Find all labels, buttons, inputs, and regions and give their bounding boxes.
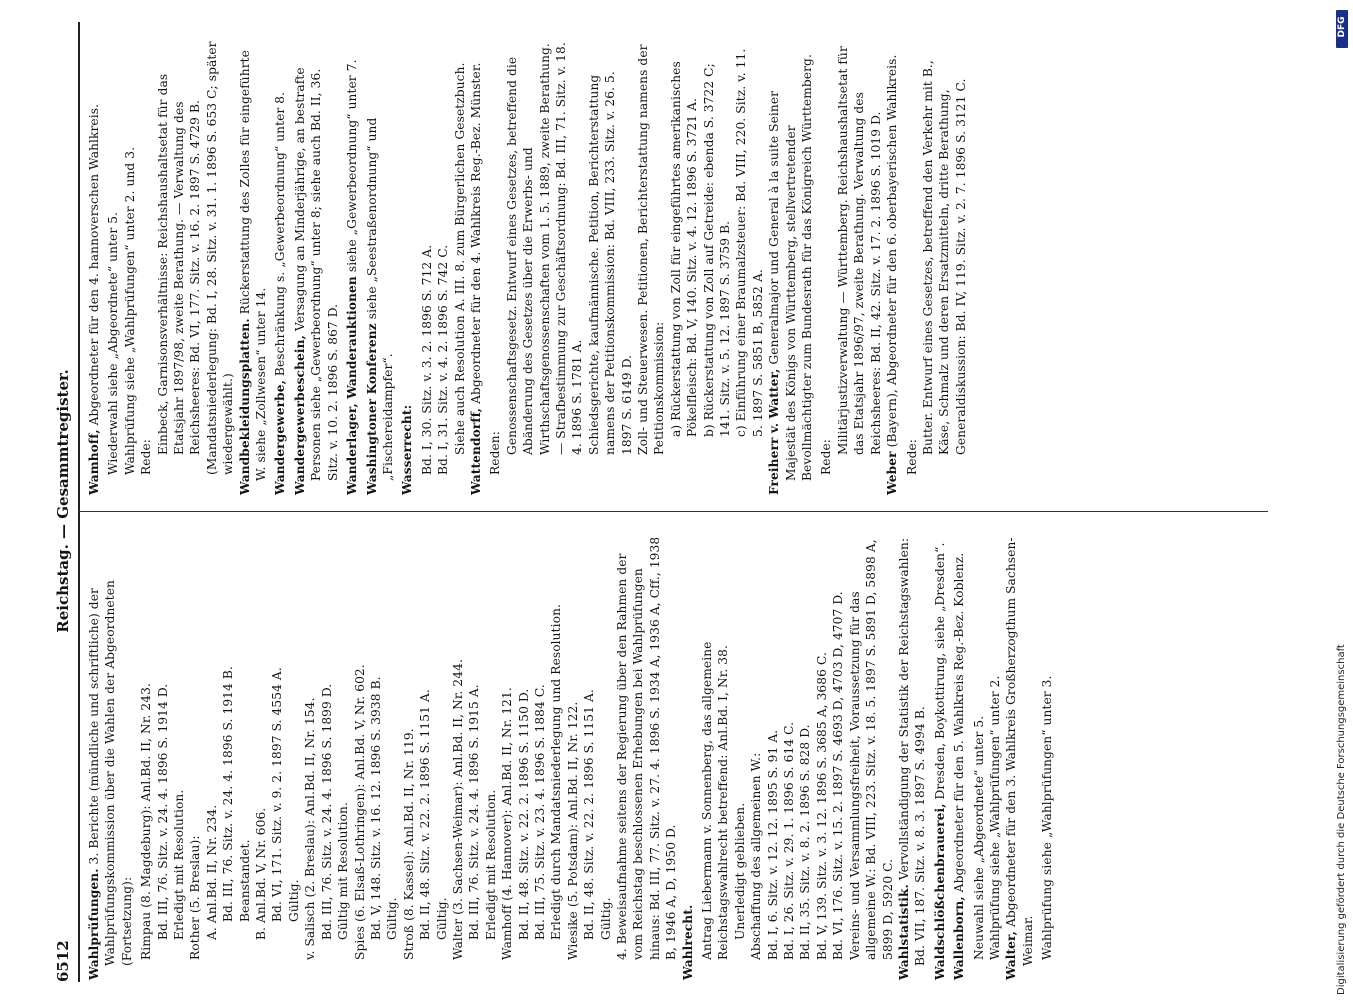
index-subentry: Genossenschaftsgesetz. Entwurf eines Gesetzes, betreffend die Abänderung des Gesetzes über die Erwerbs- und Wirthschaftsgenossenschaften vom 1. 5. 1889, zweite Berathung. — Strafbestimmung zur Geschäftsordnung: Bd. III, 71. Sitz. v. 18. 4. 1896 S. 1781 A. [504, 42, 585, 455]
entry-text: siehe „Seestraßenordnung“ und „Fischereidampfer“. [364, 117, 395, 481]
entry-headword: Wanderlager, Wanderauktionen [345, 276, 360, 495]
index-subentry: v. Salisch (2. Breslau): Anl.Bd. II, Nr. 154. [303, 697, 318, 960]
index-subentry: Abschaffung des allgemeinen W.: [749, 752, 764, 960]
entry-headword: Wamhoff, [87, 429, 101, 495]
index-subentry: Antrag Liebermann v. Sonnenberg, das allgemeine Reichstagswahlrecht betreffend: Anl.Bd. I, Nr. 38. [700, 641, 731, 960]
index-entry [932, 525, 948, 980]
entry-text: Abgeordneter für den 3. Wahlkreis Großherzogthum Sachsen-Weimar. [1004, 537, 1035, 966]
index-subentry: Gültig. [286, 879, 301, 922]
entry-text: (Bayern), Abgeordneter für den 6. oberbayerischen Wahlkreis. [885, 54, 900, 452]
index-subentry: Gültig. [434, 897, 449, 940]
index-entry [680, 525, 696, 980]
entry-text: Abgeordneter für den 4. Wahlkreis Reg.-Bez. Münster. [468, 62, 483, 408]
index-subentry: Bd. III, 76. Sitz. v. 24. 4. 1896 S. 1914 B. [221, 666, 236, 922]
entry-headword: Washingtoner Konferenz [364, 323, 379, 495]
index-subentry: Bd. II, 48. Sitz. v. 22. 2. 1896 S. 1150 D. [516, 688, 531, 940]
index-entry [896, 525, 929, 980]
index-subentry: Spies (6. Elsaß-Lothringen): Anl.Bd. V, Nr. 602. [352, 664, 367, 960]
entry-headword: Weber [885, 451, 900, 495]
index-subentry: Bd. II, 48. Sitz. v. 22. 2. 1896 S. 1151 A. [418, 689, 433, 940]
index-entry [884, 40, 900, 495]
index-subentry: Erledigt mit Resolution. [483, 789, 498, 940]
entry-headword: Walter, [1004, 930, 1019, 980]
index-subentry: Beanstandet. [237, 839, 252, 922]
index-entry [399, 40, 415, 495]
index-subentry: Bd. III, 76. Sitz. v. 24. 4. 1896 S. 1914 D. [155, 683, 170, 940]
index-subentry: Gültig. [385, 897, 400, 940]
header-rule [78, 22, 80, 982]
index-subentry: Bd. VI, 171. Sitz. v. 9. 2. 1897 S. 4554 A. [270, 667, 285, 922]
index-subentry: Rother (5. Breslau): [188, 835, 203, 960]
index-subentry: Rede: [139, 438, 154, 475]
index-subentry: Wamhoff (4. Hannover): Anl.Bd. II, Nr. 121. [500, 687, 515, 960]
index-entry [766, 40, 815, 495]
index-subentry: Bd. III, 76. Sitz. v. 24. 4. 1896 S. 1899 D. [319, 683, 334, 940]
dfg-logo [1336, 10, 1348, 48]
index-subentry: Bd. I, 6. Sitz. v. 12. 12. 1895 S. 91 A. [765, 729, 780, 960]
entry-text: Dresden, Boykottirung, siehe „Dresden“. [932, 542, 947, 804]
index-entry [292, 40, 341, 495]
index-entry [86, 40, 102, 495]
index-subentry: Gültig mit Resolution. [336, 802, 351, 940]
index-entry [1003, 525, 1036, 980]
index-subentry: Zoll- und Steuerwesen. Petitionen, Berichterstattung namens der Petitionskommission: [636, 44, 667, 455]
index-subentry: Unerledigt geblieben. [732, 802, 747, 940]
index-subentry: Bd. III, 76. Sitz. v. 24. 4. 1896 S. 1915 A. [467, 684, 482, 940]
entry-text: Abgeordneter für den 5. Wahlkreis Reg.-Bez. Koblenz. [952, 552, 967, 897]
entry-text: 3. Berichte (mündliche und schriftliche) der Wahlprüfungskommission über die Wahlen der Abgeordneten (Fortsetzung): [87, 579, 134, 966]
entry-headword: Waldschlößchenbrauerei, [932, 803, 947, 980]
left-column [86, 525, 1056, 980]
index-entry [468, 40, 484, 495]
index-subentry: Bd. V, 148. Sitz. v. 16. 12. 1896 S. 3938 B. [368, 676, 383, 940]
digitization-note: Digitalisierung gefördert durch die Deutsche Forschungsgemeinschaft [1336, 644, 1347, 995]
index-subentry: Bd. V, 139. Sitz. v. 3. 12. 1896 S. 3685 A, 3686 C. [814, 652, 829, 960]
index-subentry: Rede: [819, 438, 834, 475]
index-subentry: Bd. VI, 176. Sitz. v. 15. 2. 1897 S. 4693 D, 4703 D, 4707 D. [831, 591, 846, 960]
index-subentry: Walter (3. Sachsen-Weimar): Anl.Bd. II, Nr. 244. [450, 659, 465, 960]
entry-text: siehe „Gewerbeordnung“ unter 7. [345, 59, 360, 277]
right-column [86, 40, 969, 495]
entry-headword: Wasserrecht: [400, 404, 415, 495]
index-subentry: a) Rückerstattung von Zoll für eingeführtes amerikanisches Pökelfleisch: Bd. V, 140. Sitz. v. 4. 12. 1896 S. 3721 A. [668, 61, 700, 437]
entry-headword: Wattendorff, [468, 407, 483, 495]
index-subentry: Schiedsgerichte, kaufmännische. Petition, Berichterstattung namens der Petitionskommission: Bd. VIII, 233. Sitz. v. 26. 5. 1897 S. 6149 D. [586, 71, 634, 455]
entry-text: Vervollständigung der Statistik der Reichstagswahlen: Bd. VII, 187. Sitz. v. 8. 3. 1897 S. 4994 B. [896, 537, 928, 966]
index-subentry: Einbeck, Garnisonsverhältnisse: Reichshaushaltsetat für das Etatsjahr 1897/98, zweite Berathung. — Verwaltung des Reichsheeres: Bd. VI, 177. Sitz. v. 16. 2. 1897 S. 4729 B. [155, 73, 203, 455]
index-entry [364, 40, 397, 495]
index-subentry: Bd. I, 26. Sitz. v. 29. 1. 1896 S. 614 C. [782, 721, 797, 960]
index-subentry: Wiederwahl siehe „Abgeordnete“ unter 5. [106, 211, 121, 475]
index-subentry: 4. Beweisaufnahme seitens der Regierung über den Rahmen der vom Reichstag beschlossenen Erhebungen bei Wahlprüfungen hinaus: Bd. III, 77. Sitz. v. 27. 4. 1896 S. 1934 A, 1936 A, Cff., 1938 B, 1946 A, D, 1950 D. [615, 536, 679, 960]
index-subentry: Gültig. [598, 897, 613, 940]
index-subentry: Bd. II, 48. Sitz. v. 22. 2. 1896 S. 1151 A. [582, 689, 597, 940]
index-entry [237, 40, 270, 495]
index-subentry: (Mandatsniederlegung: Bd. I, 28. Sitz. v. 31. 1. 1896 S. 653 C; später wiedergewählt.) [204, 41, 236, 475]
running-head: Reichstag. — Gesammtregister. [54, 369, 72, 633]
index-subentry: Erledigt mit Resolution. [172, 789, 187, 940]
index-subentry: Siehe auch Resolution A. III. 8. zum Bürgerlichen Gesetzbuch. [452, 62, 467, 455]
entry-headword: Wahlstatistik. [896, 884, 911, 980]
index-subentry: A. Anl.Bd. II, Nr. 234. [204, 804, 219, 940]
entry-headword: Wallenborn, [952, 896, 967, 980]
index-subentry: c) Einführung einer Braumalzsteuer: Bd. VIII, 220. Sitz. v. 11. 5. 1897 S. 5851 B, 5852 A. [734, 48, 765, 437]
index-subentry: Militärjustizverwaltung — Württemberg. Reichshaushaltsetat für das Etatsjahr 1896/97, zweite Berathung. Verwaltung des Reichsheeres: Bd. II, 42. Sitz. v. 17. 2. 1896 S. 1019 D. [835, 46, 883, 455]
index-subentry: b) Rückerstattung von Zoll auf Getreide: ebenda S. 3722 C; 141. Sitz. v. 5. 12. 1897 S. 3759 B. [701, 63, 733, 437]
dfg-logo-text: DFG [1337, 16, 1347, 38]
index-subentry: Wahlprüfung siehe „Wahlprüfungen“ unter 2. [987, 675, 1002, 960]
page-header [48, 20, 78, 982]
index-subentry: Wahlprüfung siehe „Wahlprüfungen“ unter 3. [1040, 675, 1055, 960]
index-subentry: Bd. I, 30. Sitz. v. 3. 2. 1896 S. 712 A. [419, 244, 434, 475]
column-divider [78, 511, 1268, 512]
entry-headword: Wahlrecht. [680, 904, 695, 980]
entry-headword: Wandergewerbe, [273, 380, 288, 495]
entry-headword: Wandbekleidungsplatten. [237, 318, 252, 495]
index-subentry: Rede: [904, 438, 919, 475]
index-entry [344, 40, 360, 495]
index-entry [86, 525, 135, 980]
index-subentry: Bd. III, 75. Sitz. v. 23. 4. 1896 S. 1884 C. [532, 684, 547, 940]
index-subentry: Stroß (8. Kassel): Anl.Bd. II, Nr. 119. [401, 728, 416, 960]
page-number: 6512 [54, 940, 72, 982]
index-subentry: B. Anl.Bd. V, Nr. 606. [254, 807, 269, 940]
index-subentry: Wiesike (5. Potsdam): Anl.Bd. II, Nr. 122. [565, 701, 580, 960]
index-entry [951, 525, 967, 980]
index-subentry: Vereins- und Versammlungsfreiheit, Voraussetzung für das allgemeine W.: Bd. VIII, 223. Sitz. v. 18. 5. 1897 S. 5891 D, 5898 A, 5899 D, 5920 C. [847, 539, 895, 960]
index-subentry: Erledigt durch Mandatsniederlegung und Resolution. [549, 604, 564, 940]
entry-headword: Freiherr v. Watter, [767, 368, 782, 495]
entry-text: Generalmajor und General à la suite Seiner Majestät des Königs von Württemberg, stellvertretender Bevollmächtigter zum Bundesrath für das Königreich Württemberg. [767, 54, 815, 481]
index-subentry: Wahlprüfung siehe „Wahlprüfungen“ unter 2. und 3. [122, 146, 137, 475]
index-subentry: Neuwahl siehe „Abgeordnete“ unter 5. [971, 715, 986, 960]
index-subentry: Reden: [488, 431, 503, 475]
entry-headword: Wahlprüfungen. [87, 868, 101, 980]
index-entry [272, 40, 288, 495]
entry-text: Versagung an Minderjährige, an bestrafte Personen siehe „Gewerbeordnung“ unter 8; siehe auch Bd. II, 36. Sitz. v. 10. 2. 1896 S. 867 D. [292, 67, 340, 481]
entry-text: Rückerstattung des Zolles für eingeführte W. siehe „Zollwesen“ unter 14. [237, 50, 269, 481]
index-subentry: Butter. Entwurf eines Gesetzes, betreffend den Verkehr mit B., Käse, Schmalz und deren Ersatzmitteln, dritte Berathung, Generaldiskussion: Bd. IV, 119. Sitz. v. 2. 7. 1896 S. 3121 C. [920, 60, 968, 455]
index-subentry: Bd. II, 35. Sitz. v. 8. 2. 1896 S. 828 D. [798, 724, 813, 960]
entry-text: Abgeordneter für den 4. hannoverschen Wahlkreis. [87, 103, 101, 430]
entry-text: Beschränkung s. „Gewerbeordnung“ unter 8. [273, 91, 288, 381]
index-subentry: Bd. I, 31. Sitz. v. 4. 2. 1896 S. 742 C. [436, 244, 451, 475]
index-subentry: Rimpau (8. Magdeburg): Anl.Bd. II, Nr. 243. [139, 683, 154, 960]
entry-headword: Wandergewerbeschein, [292, 335, 307, 495]
